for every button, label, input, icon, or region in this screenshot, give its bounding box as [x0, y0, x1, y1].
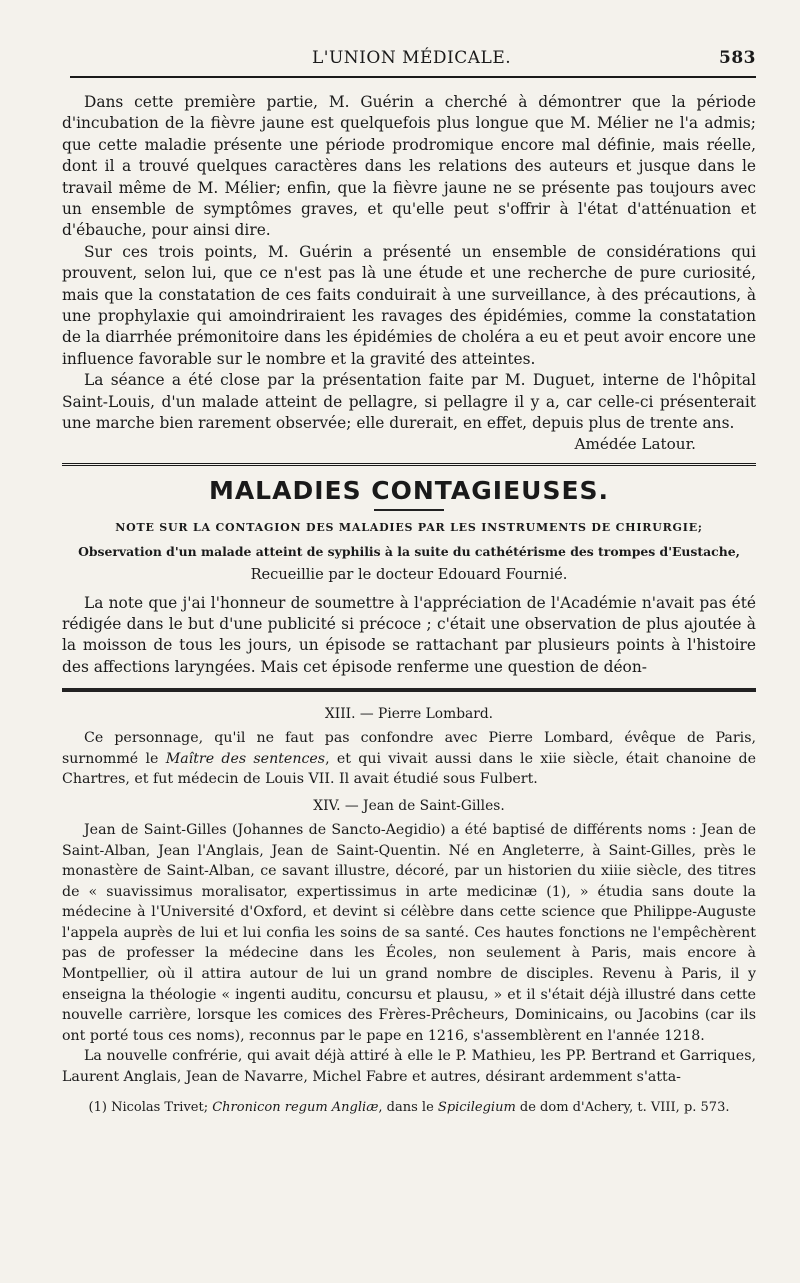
page-number: 583 — [719, 48, 756, 68]
journal-title: L'UNION MÉDICALE. — [312, 48, 512, 68]
section-title: MALADIES CONTAGIEUSES. — [208, 475, 610, 505]
observation-heading: Observation d'un malade atteint de syphilis à la suite du cathétérisme des trompes d'Eustache, — [78, 543, 740, 559]
paragraph-jean-de-saint-gilles: Jean de Saint-Gilles (Johannes de Sancto-Aegidio) a été baptisé de différents noms : Jean de Saint-Alban, Jean l'Anglais, Jean de Saint-Quentin. Né en Angleterre, à Saint-Gilles, près le monastère de Saint-Alban, ce savant illustre, décoré, par un historien du xiiie siècle, des titres de « suavissimus moralisator, expertissimus in arte medicinæ (1), » étudia sans doute la médecine à l'Université d'Oxford, et devint si célèbre dans cette science que Philippe-Auguste l'appela auprès de lui et lui confia les soins de sa santé. Ces hautes fonctions ne l'empêchèrent pas de professer la médecine dans les Écoles, non seulement à Paris, mais encore à Montpellier, où il attira autour de lui un grand nombre de disciples. Revenu à Paris, il y enseigna la théologie « ingenti auditu, concursu et plausu, » et il s'était déjà illustré dans cette nouvelle carrière, lorsque les comices des Frères-Prêcheurs, Dominicains, ou Jacobins (car ils ont porté tous ces noms), reconnus par le pape en 1216, s'assemblèrent en l'année 1218. — [62, 821, 756, 1044]
heading-pierre-lombard: XIII. — Pierre Lombard. — [324, 706, 494, 723]
signature: Amédée Latour. — [574, 434, 696, 453]
footnote-part: de dom d'Achery, t. VIII, p. 573. — [515, 1099, 730, 1115]
paragraph-2: Sur ces trois points, M. Guérin a présenté un ensemble de considérations qui prouvent, selon lui, que ce n'est pas là une étude et une recherche de pure curiosité, mais que la constatation de ces faits conduirait à une surveillance, à des précautions, à une prophylaxie qui amoindriraient les ravages des épidémies, comme la constatation de la diarrhée prémonitoire dans les épidémies de choléra a eu et peut avoir encore une influence favorable sur le nombre et la gravité des atteintes. — [62, 242, 756, 368]
footnote-part: , dans le — [378, 1099, 438, 1115]
footnote-part: (1) Nicolas Trivet; — [88, 1099, 213, 1115]
text-part: Ce personnage, qu'il ne faut pas confondre avec Pierre Lombard, évêque de Paris, surnommé le — [62, 730, 756, 767]
italic-title: Maître des sentences — [165, 750, 326, 767]
text-part: , et qui vivait aussi dans le xiie siècle, était chanoine de Chartres, et fut médecin de Louis VII. Il avait étudié sous Fulbert. — [62, 750, 756, 788]
footnote-italic: Spicilegium — [437, 1099, 516, 1115]
header-rule — [70, 76, 756, 78]
running-head — [62, 48, 756, 74]
paragraph-3: La séance a été close par la présentation faite par M. Duguet, interne de l'hôpital Saint-Louis, d'un malade atteint de pellagre, si pellagre il y a, car celle-ci présenterait une marche bien rarement observée; elle durerait, en effet, depuis plus de trente ans. — [62, 371, 756, 433]
section-body — [62, 593, 756, 679]
title-underline — [374, 509, 444, 511]
section-paragraph: La note que j'ai l'honneur de soumettre à l'appréciation de l'Académie n'avait pas été rédigée dans le but d'une publicité si précoce ; c'était une observation de plus ajoutée à la moisson de tous les jours, un épisode se rattachant par plusieurs points à l'histoire des affections laryngées. Mais cet épisode renferme une question de déon- — [62, 593, 756, 676]
session-report — [62, 92, 756, 453]
paragraph-1: Dans cette première partie, M. Guérin a cherché à démontrer que la période d'incubation de la fièvre jaune est quelquefois plus longue que M. Mélier ne l'a admis; que cette maladie présente une période prodromique encore mal définie, mais réelle, dont il a trouvé quelques caractères dans les relations des auteurs et jusque dans le travail même de M. Mélier; enfin, que la fièvre jaune ne se présente pas toujours avec un ensemble de symptômes graves, et qu'elle peut s'offrir à l'état d'atténuation et d'ébauche, pour ainsi dire. — [62, 93, 756, 240]
feuilleton-rule — [62, 688, 756, 692]
footnote-italic: Chronicon regum Angliæ — [212, 1099, 379, 1115]
note-heading: NOTE SUR LA CONTAGION DES MALADIES PAR LES INSTRUMENTS DE CHIRURGIE; — [115, 520, 703, 534]
paragraph-pierre-lombard — [62, 728, 756, 790]
paragraph-confrerie: La nouvelle confrérie, qui avait déjà attiré à elle le P. Mathieu, les PP. Bertrand et Garriques, Laurent Anglais, Jean de Navarre, Michel Fabre et autres, désirant ardemment s'atta- — [62, 1048, 756, 1086]
author-line: Recueillie par le docteur Edouard Fournié. — [250, 565, 568, 583]
footnote — [62, 1100, 756, 1115]
section-rule — [62, 463, 756, 468]
feuilleton — [62, 706, 756, 1115]
heading-jean-de-saint-gilles: XIV. — Jean de Saint-Gilles. — [313, 797, 505, 814]
